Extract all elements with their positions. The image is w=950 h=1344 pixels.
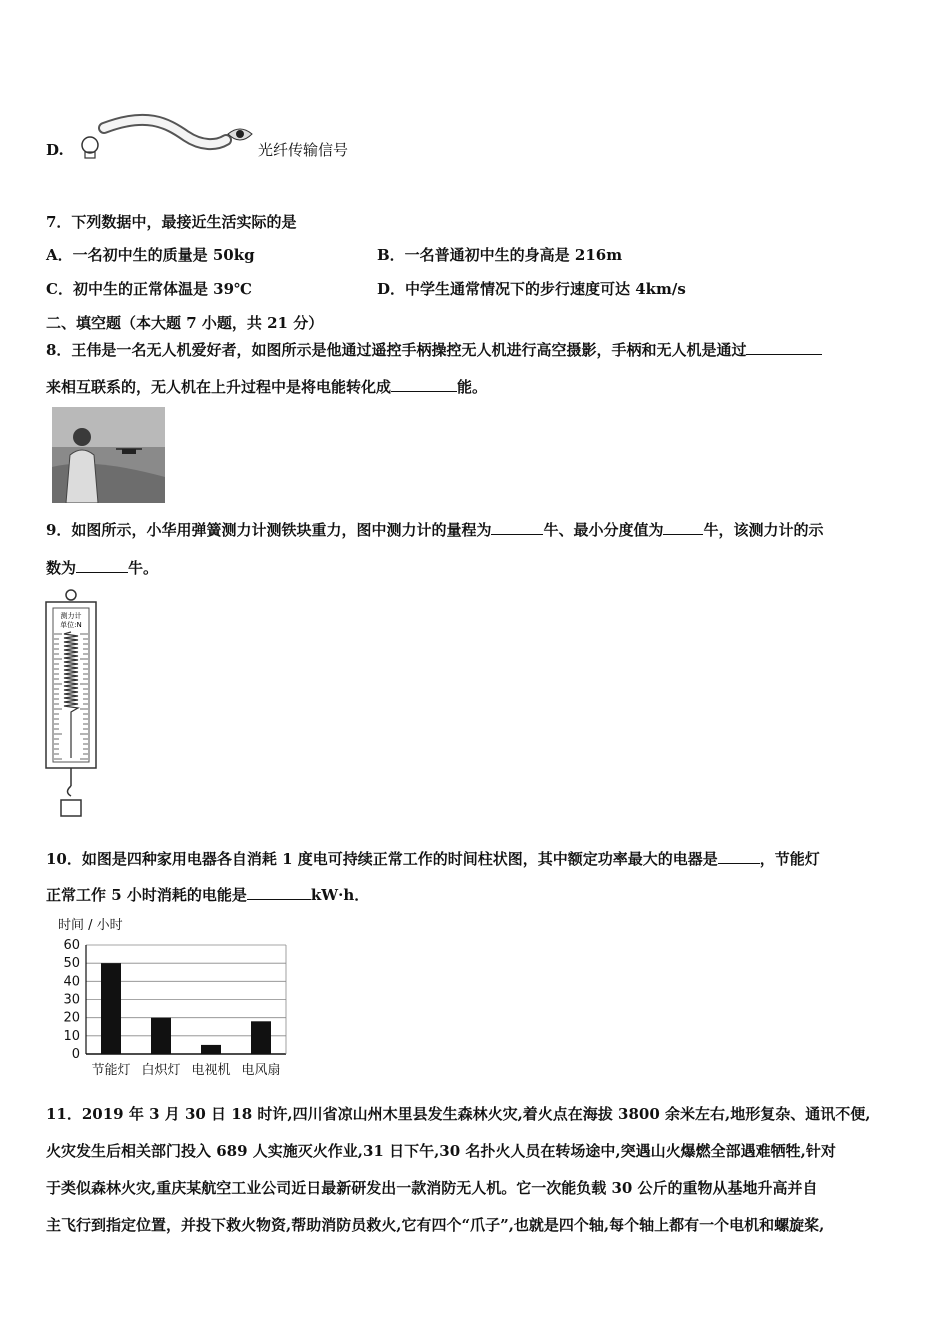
light-bulb-icon: [82, 137, 98, 158]
q9-line1: [46, 519, 823, 540]
iron-block: [61, 800, 81, 816]
bar-电风扇: [251, 1021, 271, 1054]
fiber-cable-icon: [104, 120, 226, 144]
q10-line1: [46, 848, 820, 869]
q9-blank1[interactable]: [491, 519, 543, 535]
option-d-caption: 光纤传输信号: [258, 141, 349, 159]
q8-blank1[interactable]: [746, 339, 822, 355]
hook-icon: [68, 786, 72, 796]
q11-line4: 主飞行到指定位置，并投下救火物资,帮助消防员救火,它有四个“爪子”,也就是四个轴,每个轴上都有一个电机和螺旋桨,: [46, 1216, 825, 1234]
x-tick-label: 白炽灯: [141, 1063, 181, 1078]
meter-title2: 单位:N: [60, 621, 82, 629]
q9-text4: 数为: [46, 559, 77, 577]
q11-line1: 11．2019 年 3 月 30 日 18 时许,四川省凉山州木里县发生森林火灾,着火点在海拔 3800 余米左右,地形复杂、通讯不便,: [46, 1105, 871, 1123]
option-d-label: D.: [46, 141, 64, 159]
y-tick-label: 60: [63, 938, 80, 953]
y-tick-label: 30: [63, 992, 80, 1008]
q9-text2: 牛、最小分度值为: [543, 521, 664, 539]
q10-text2: ，节能灯: [759, 850, 820, 868]
q7-option-b: B．一名普通初中生的身高是 216m: [377, 246, 623, 264]
q9-text3: 牛，该测力计的示: [703, 521, 824, 539]
x-tick-label: 电风扇: [241, 1063, 281, 1078]
bar-电视机: [201, 1045, 221, 1054]
q7-stem: 7．下列数据中，最接近生活实际的是: [46, 213, 297, 231]
q9-text5: 牛。: [128, 559, 159, 577]
spring-scale-figure: [40, 588, 102, 820]
q9-text1: 9．如图所示，小华用弹簧测力计测铁块重力，图中测力计的量程为: [46, 521, 492, 539]
bar-chart: [54, 915, 304, 1081]
q10-blank1[interactable]: [718, 848, 760, 864]
optical-fiber-figure: [76, 112, 256, 174]
q10-text1: 10．如图是四种家用电器各自消耗 1 度电可持续正常工作的时间柱状图，其中额定功率最大的电器是: [46, 850, 718, 868]
y-tick-label: 20: [63, 1010, 80, 1026]
chart-ylabel: 时间 / 小时: [58, 918, 123, 933]
meter-title1: 测力计: [60, 612, 82, 620]
q8-line2: [46, 376, 487, 397]
q9-blank2[interactable]: [663, 519, 703, 535]
chart-yticks: [63, 938, 80, 1062]
drone-photo: [52, 407, 165, 503]
bar-白炽灯: [151, 1018, 171, 1054]
q10-line2: [46, 884, 369, 905]
y-tick-label: 0: [71, 1047, 80, 1062]
q8-blank2[interactable]: [391, 376, 457, 392]
q8-text1: 8．王伟是一名无人机爱好者，如图所示是他通过遥控手柄操控无人机进行高空摄影，手柄和无人机是通过: [46, 341, 747, 359]
q7-option-c: C．初中生的正常体温是 39℃: [46, 280, 253, 298]
y-tick-label: 10: [63, 1028, 80, 1044]
q11-line3: 于类似森林火灾,重庆某航空工业公司近日最新研发出一款消防无人机。它一次能负载 30 公斤的重物从基地升高并自: [46, 1179, 818, 1197]
x-tick-label: 节能灯: [91, 1063, 131, 1078]
y-tick-label: 50: [63, 956, 80, 972]
q7-option-a: A．一名初中生的质量是 50kg: [46, 246, 255, 264]
bar-节能灯: [101, 963, 121, 1054]
y-tick-label: 40: [63, 974, 80, 990]
section-heading: 二、填空题（本大题 7 小题，共 21 分）: [46, 314, 324, 332]
top-ring-icon: [66, 590, 76, 600]
q10-text3: 正常工作 5 小时消耗的电能是: [46, 886, 247, 904]
q11-line2: 火灾发生后相关部门投入 689 人实施灭火作业,31 日下午,30 名扑火人员在转场途中,突遇山火爆燃全部遇难牺牲,针对: [46, 1142, 836, 1160]
q9-line2: [46, 557, 158, 578]
q8-text2: 来相互联系的，无人机在上升过程中是将电能转化成: [46, 378, 392, 396]
q8-line1: [46, 339, 822, 360]
q10-blank2[interactable]: [247, 884, 311, 900]
x-tick-label: 电视机: [191, 1063, 231, 1078]
chart-bars: [101, 963, 271, 1054]
q9-blank3[interactable]: [76, 557, 128, 573]
q8-text3: 能。: [457, 378, 488, 396]
q10-text4: kW·h．: [310, 886, 370, 904]
chart-xlabels: [91, 1062, 280, 1078]
q7-option-d: D．中学生通常情况下的步行速度可达 4km/s: [377, 280, 686, 298]
